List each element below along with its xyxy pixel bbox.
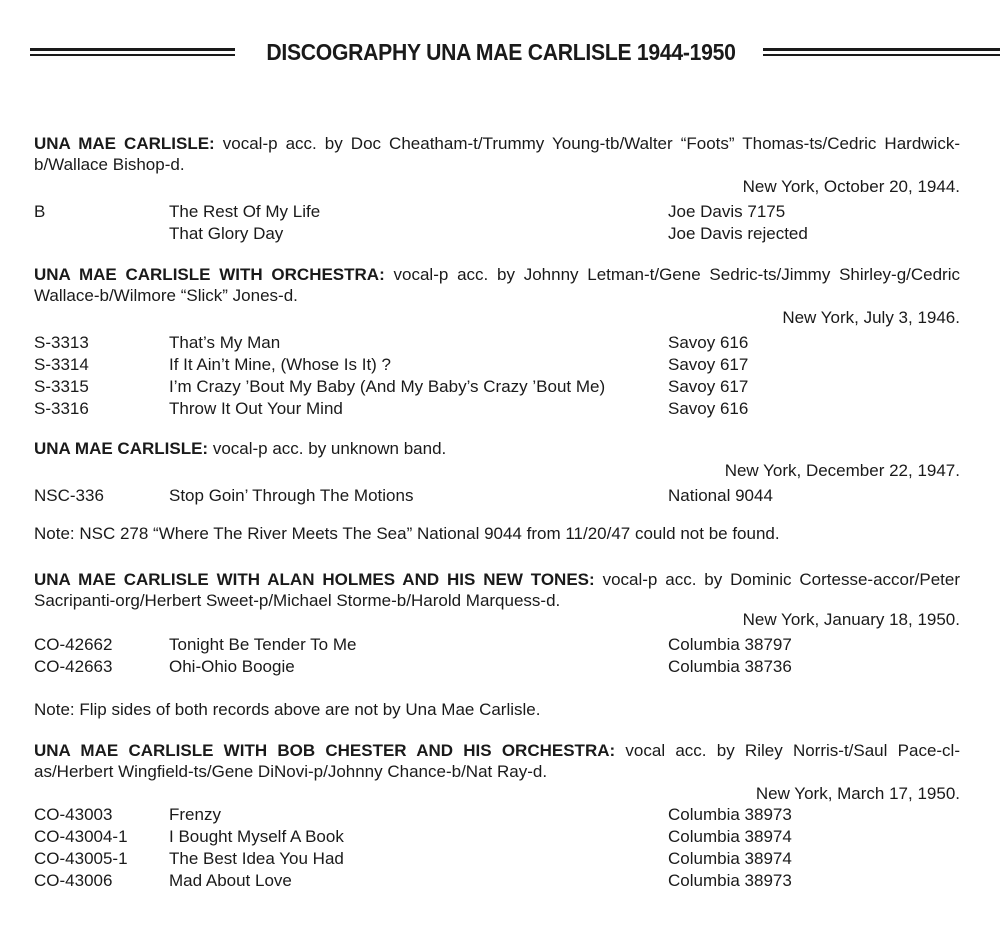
matrix-number: CO-43004-1 — [34, 827, 128, 846]
personnel-text: vocal acc. by Riley Norris-t/Saul Pace-cl-as/Herbert Wingfield-ts/Gene DiNovi-p/Johnny Chance-b/Nat Ray-d. — [34, 741, 960, 781]
session-place-date: New York, July 3, 1946. — [782, 308, 960, 327]
note-flip-sides: Note: Flip sides of both records above are not by Una Mae Carlisle. — [34, 700, 541, 719]
session-personnel — [34, 569, 960, 611]
track-title: Mad About Love — [169, 871, 292, 890]
track-row — [34, 485, 960, 507]
session-1950-03-17 — [34, 740, 960, 892]
session-personnel — [34, 740, 960, 782]
track-list — [34, 804, 960, 892]
session-personnel — [34, 133, 960, 175]
track-list — [34, 485, 960, 507]
personnel-text: vocal-p acc. by Doc Cheatham-t/Trummy Young-tb/Walter “Foots” Thomas-ts/Cedric Hardwick-b/Wallace Bishop-d. — [34, 134, 960, 174]
matrix-number: CO-43003 — [34, 805, 113, 824]
matrix-number: S-3316 — [34, 399, 89, 418]
track-list — [34, 201, 960, 245]
issue-number: Savoy 616 — [668, 399, 749, 418]
matrix-number: S-3313 — [34, 333, 89, 352]
track-title: That’s My Man — [169, 333, 281, 352]
session-1947-12-22 — [34, 438, 960, 507]
session-leader: UNA MAE CARLISLE WITH ORCHESTRA: — [34, 265, 385, 284]
issue-number: Columbia 38736 — [668, 657, 792, 676]
track-title: Ohi-Ohio Boogie — [169, 657, 295, 676]
track-title: I’m Crazy ’Bout My Baby (And My Baby’s Crazy ’Bout Me) — [169, 377, 606, 396]
track-row — [34, 223, 960, 245]
track-row — [34, 332, 960, 354]
track-title: That Glory Day — [169, 224, 284, 243]
session-leader: UNA MAE CARLISLE WITH ALAN HOLMES AND HIS NEW TONES: — [34, 570, 595, 589]
page-title: DISCOGRAPHY UNA MAE CARLISLE 1944-1950 — [266, 39, 736, 65]
session-place-date: New York, January 18, 1950. — [742, 610, 960, 629]
header-rule-right — [763, 48, 1000, 58]
matrix-number: S-3315 — [34, 377, 89, 396]
track-title: Frenzy — [169, 805, 221, 824]
matrix-number: S-3314 — [34, 355, 89, 374]
issue-number: Columbia 38974 — [668, 849, 792, 868]
session-leader: UNA MAE CARLISLE WITH BOB CHESTER AND HIS ORCHESTRA: — [34, 741, 616, 760]
track-list — [34, 634, 960, 678]
session-place-date: New York, December 22, 1947. — [724, 461, 960, 480]
session-leader: UNA MAE CARLISLE: — [34, 439, 209, 458]
matrix-number: CO-42663 — [34, 657, 113, 676]
matrix-number: CO-43006 — [34, 871, 113, 890]
track-row — [34, 376, 960, 398]
track-title: Throw It Out Your Mind — [169, 399, 343, 418]
track-row — [34, 804, 960, 826]
track-row — [34, 848, 960, 870]
track-list — [34, 332, 960, 420]
issue-number: Columbia 38973 — [668, 871, 792, 890]
track-row — [34, 398, 960, 420]
track-row — [34, 826, 960, 848]
page-header — [30, 36, 1000, 70]
issue-number: Columbia 38797 — [668, 635, 792, 654]
note-nsc-278: Note: NSC 278 “Where The River Meets The Sea” National 9044 from 11/20/47 could not be found. — [34, 524, 780, 543]
issue-number: Savoy 617 — [668, 377, 749, 396]
track-row — [34, 354, 960, 376]
track-row — [34, 870, 960, 892]
session-1950-01-18 — [34, 569, 960, 678]
session-personnel — [34, 264, 960, 306]
track-title: I Bought Myself A Book — [169, 827, 344, 846]
personnel-text: vocal-p acc. by Johnny Letman-t/Gene Sedric-ts/Jimmy Shirley-g/Cedric Wallace-b/Wilmore “Slick” Jones-d. — [34, 265, 960, 305]
matrix-number: CO-42662 — [34, 635, 113, 654]
issue-number: Columbia 38973 — [668, 805, 792, 824]
session-personnel — [34, 438, 960, 459]
issue-number: Savoy 617 — [668, 355, 749, 374]
track-title: The Best Idea You Had — [169, 849, 344, 868]
track-title: If It Ain’t Mine, (Whose Is It) ? — [169, 355, 392, 374]
track-title: The Rest Of My Life — [169, 202, 321, 221]
track-row — [34, 656, 960, 678]
personnel-text: vocal-p acc. by Dominic Cortesse-accor/Peter Sacripanti-org/Herbert Sweet-p/Michael Storme-b/Harold Marquess-d. — [34, 570, 960, 610]
session-place-date: New York, March 17, 1950. — [755, 784, 960, 803]
session-place-date: New York, October 20, 1944. — [742, 177, 960, 196]
issue-number: Columbia 38974 — [668, 827, 792, 846]
issue-number: Joe Davis 7175 — [668, 202, 786, 221]
session-1944-10-20 — [34, 133, 960, 245]
track-row — [34, 634, 960, 656]
personnel-text: vocal-p acc. by unknown band. — [212, 439, 447, 458]
matrix-number: NSC-336 — [34, 486, 104, 505]
session-1946-07-03 — [34, 264, 960, 420]
matrix-number: B — [34, 202, 46, 221]
track-title: Stop Goin’ Through The Motions — [169, 486, 414, 505]
issue-number: National 9044 — [668, 486, 773, 505]
session-leader: UNA MAE CARLISLE: — [34, 134, 215, 153]
track-title: Tonight Be Tender To Me — [169, 635, 357, 654]
header-rule-left — [30, 48, 235, 58]
issue-number: Savoy 616 — [668, 333, 749, 352]
matrix-number: CO-43005-1 — [34, 849, 128, 868]
issue-number: Joe Davis rejected — [668, 224, 808, 243]
track-row — [34, 201, 960, 223]
